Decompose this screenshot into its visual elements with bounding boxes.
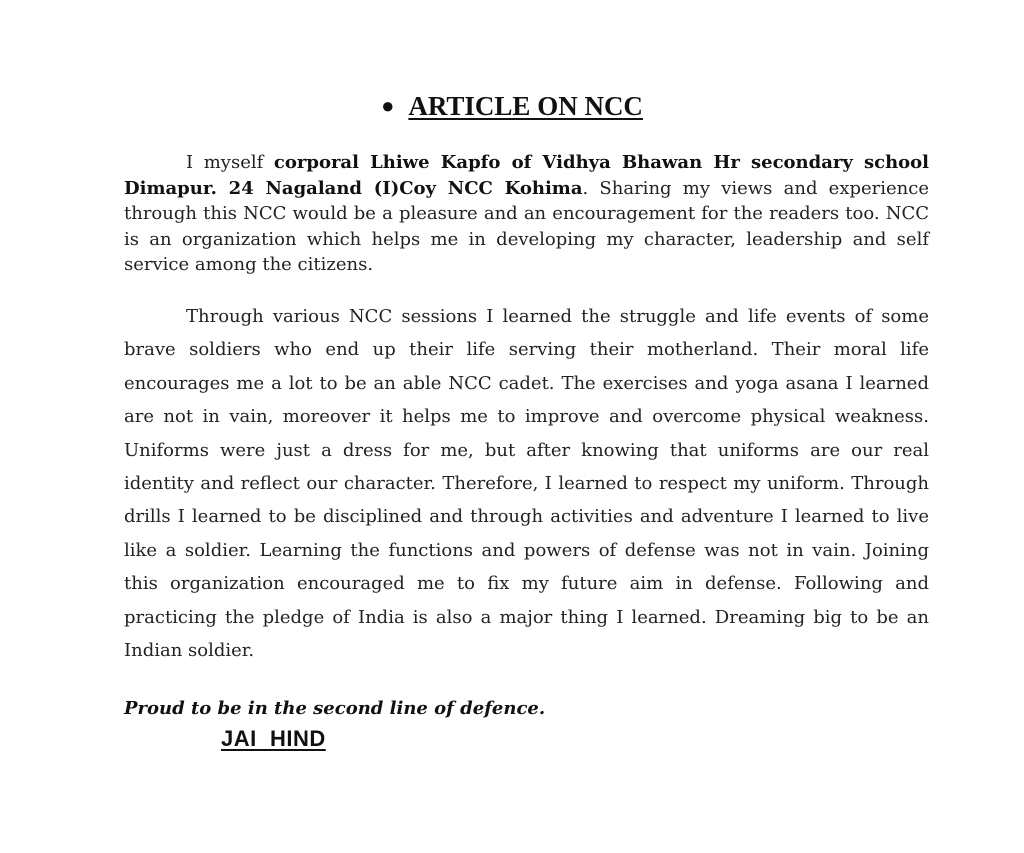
title-text: ARTICLE ON NCC [408, 91, 643, 121]
body-paragraph [124, 300, 929, 667]
title-bullet: ● [381, 93, 395, 118]
intro-rest: . Sharing my views and experience through this NCC would be a pleasure and an encouragement for the readers too. NCC is an organization which helps me in developing my character, leadership and self service among the citizens. [124, 177, 929, 276]
intro-paragraph [124, 150, 929, 278]
body-text: Through various NCC sessions I learned the struggle and life events of some brave soldiers who end up their life serving their motherland. Their moral life encourages me a lot to be an able NCC cadet. The exercises and yoga asana I learned are not in vain, moreover it helps me to improve and overcome physical weakness. Uniforms were just a dress for me, but after knowing that uniforms are our real identity and reflect our character. Therefore, I learned to respect my uniform. Through drills I learned to be disciplined and through activities and adventure I learned to live like a soldier. Learning the functions and powers of defense was not in vain. Joining this organization encouraged me to fix my future aim in defense. Following and practicing the pledge of India is also a major thing I learned. Dreaming big to be an Indian soldier. [124, 306, 929, 662]
intro-lead: I myself [186, 152, 274, 173]
article-title [0, 88, 1024, 124]
intro-author-details: corporal Lhiwe Kapfo of Vidhya Bhawan Hr secondary school Dimapur. 24 Nagaland (I)Coy NCC Kohima [124, 152, 930, 199]
closing-line: Proud to be in the second line of defence. [124, 698, 546, 719]
signoff: JAI HIND [221, 726, 326, 751]
